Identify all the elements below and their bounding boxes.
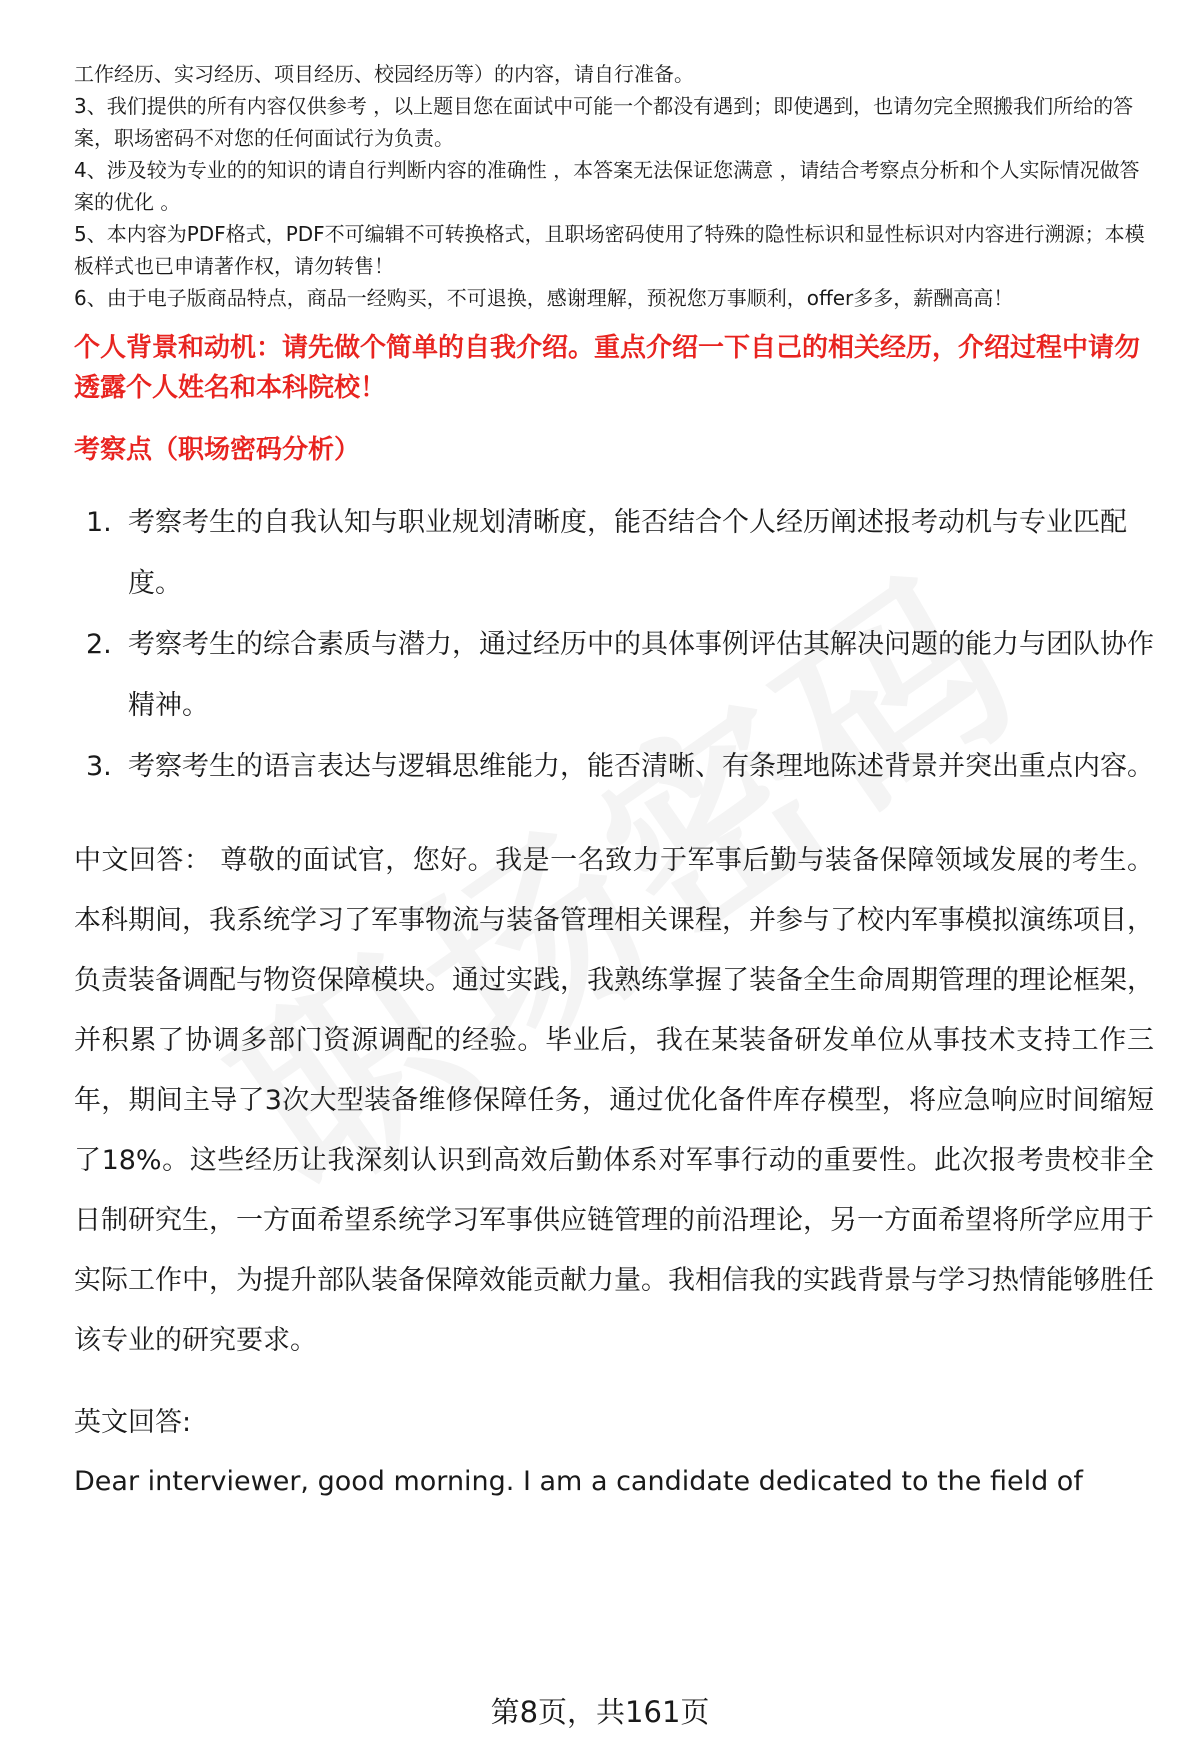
note-line: 工作经历、实习经历、项目经历、校园经历等）的内容，请自行准备。 (74, 62, 694, 86)
page-footer: 第8页，共161页 (490, 1695, 710, 1729)
list-item-text: 考察考生的语言表达与逻辑思维能力，能否清晰、有条理地陈述背景并突出重点内容。 (128, 751, 1154, 782)
list-item (74, 736, 1154, 797)
notes-block (74, 58, 1154, 314)
chinese-answer-text: 尊敬的面试官，您好。我是一名致力于军事后勤与装备保障领域发展的考生。本科期间，我系统学习了军事物流与装备管理相关课程，并参与了校内军事模拟演练项目，负责装备调配与物资保障模块。通过实践，我熟练掌握了装备全生命周期管理的理论框架，并积累了协调多部门资源调配的经验。毕业后，我在某装备研发单位从事技术支持工作三年，期间主导了3次大型装备维修保障任务，通过优化备件库存模型，将应急响应时间缩短了18%。这些经历让我深刻认识到高效后勤体系对军事行动的重要性。此次报考贵校非全日制研究生，一方面希望系统学习军事供应链管理的前沿理论，另一方面希望将所学应用于实际工作中，为提升部队装备保障效能贡献力量。我相信我的实践背景与学习热情能够胜任该专业的研究要求。 (74, 845, 1155, 1356)
chinese-answer-label: 中文回答： (74, 845, 212, 876)
english-answer-label: 英文回答: (74, 1407, 192, 1438)
list-number: 1. (86, 507, 112, 538)
note-line: 6、由于电子版商品特点，商品一经购买，不可退换，感谢理解，预祝您万事顺利，offer多多，薪酬高高！ (74, 286, 1014, 310)
note-line: 4、涉及较为专业的的知识的请自行判断内容的准确性 ，本答案无法保证您满意 ，请结合考察点分析和个人实际情况做答案的优化 。 (74, 158, 1140, 214)
list-item-text: 考察考生的综合素质与潜力，通过经历中的具体事例评估其解决问题的能力与团队协作精神。 (128, 629, 1154, 721)
assessment-points-list (74, 492, 1154, 797)
section-title: 考察点（职场密码分析） (74, 435, 361, 465)
document-page (74, 58, 1154, 1507)
chinese-answer (74, 831, 1154, 1371)
list-item-text: 考察考生的自我认知与职业规划清晰度，能否结合个人经历阐述报考动机与专业匹配度。 (128, 507, 1127, 599)
note-line: 5、本内容为PDF格式，PDF不可编辑不可转换格式，且职场密码使用了特殊的隐性标识和显性标识对内容进行溯源；本模板样式也已申请著作权，请勿转售！ (74, 222, 1145, 278)
note-line: 3、我们提供的所有内容仅供参考 ，以上题目您在面试中可能一个都没有遇到；即使遇到，也请勿完全照搬我们所给的答案，职场密码不对您的任何面试行为负责。 (74, 94, 1134, 150)
list-item (74, 614, 1154, 736)
english-answer-text: Dear interviewer, good morning. I am a candidate dedicated to the field of (74, 1466, 1083, 1497)
list-number: 3. (86, 751, 112, 782)
list-number: 2. (86, 629, 112, 660)
question-heading: 个人背景和动机：请先做个简单的自我介绍。重点介绍一下自己的相关经历，介绍过程中请勿透露个人姓名和本科院校！ (74, 333, 1141, 403)
list-item (74, 492, 1154, 614)
